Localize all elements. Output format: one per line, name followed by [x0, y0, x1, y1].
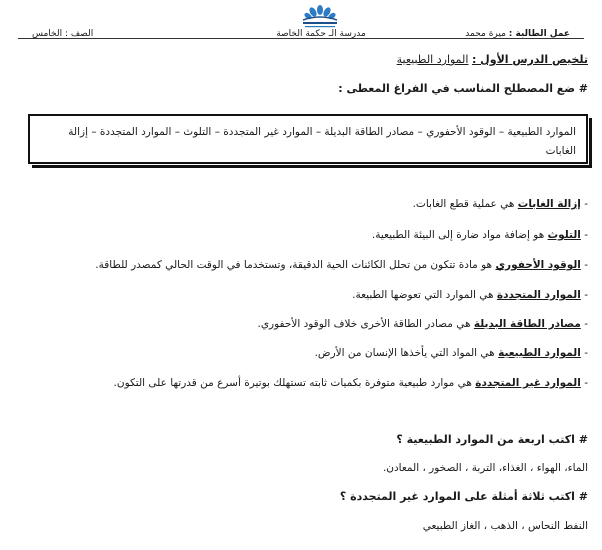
lesson-label: تلخيص الدرس الأول :: [471, 53, 588, 66]
answer-text: النفط النحاس ، الذهب ، الغاز الطبيعي: [422, 520, 588, 532]
definition-item: - التلوث هو إضافة مواد ضارة إلى البيئة الطبيعية.: [371, 229, 588, 241]
grade-label: الصف :: [64, 29, 94, 39]
question-heading: # اكتب ثلاثة أمثلة على الموارد غير المتجددة ؟: [339, 490, 588, 503]
school-logo-icon: [297, 4, 343, 30]
definition-item: - الموارد المتجددة هي الموارد التي تعوضها الطبيعة.: [352, 289, 588, 301]
header-divider: [18, 38, 584, 39]
definition-text: هي المواد التي يأخذها الإنسان من الأرض.: [314, 347, 495, 359]
student-name: ميرة محمد: [465, 29, 506, 39]
definition-text: هو إضافة مواد ضارة إلى البيئة الطبيعية.: [371, 229, 545, 241]
student-label: عمل الطالبة :: [508, 29, 570, 39]
instruction-heading: # ضع المصطلح المناسب في الفراغ المعطى :: [338, 82, 588, 95]
definition-item: - الوقود الأحفوري هو مادة تتكون من تحلل الكائنات الحية الدقيقة، وتستخدما في الوقت الحالي كمصدر للطاقة.: [95, 259, 588, 271]
definition-text: هي الموارد التي تعوضها الطبيعة.: [352, 289, 494, 301]
definition-text: هو مادة تتكون من تحلل الكائنات الحية الدقيقة، وتستخدما في الوقت الحالي كمصدر للطاقة.: [95, 259, 493, 271]
definition-term: مصادر الطاقة البديلة: [473, 318, 581, 330]
question-heading: # اكتب اربعة من الموارد الطبيعية ؟: [396, 433, 588, 446]
lesson-heading: [397, 53, 588, 66]
definition-item: - إزالة الغابات هي عملية قطع الغابات.: [412, 198, 588, 210]
header: [10, 4, 592, 42]
definition-term: إزالة الغابات: [517, 198, 581, 210]
definition-item: - الموارد غير المتجددة هي موارد طبيعية متوفرة بكميات ثابته تستهلك بوتيرة أسرع من قدرتها على التكون.: [113, 377, 588, 389]
grade-value: الخامس: [32, 29, 63, 39]
answer-text: الماء، الهواء ، الغذاء، التربة ، الصخور ، المعادن.: [382, 462, 588, 474]
definition-term: الموارد غير المتجددة: [475, 377, 581, 389]
school-name: مدرسة الـ حكمة الخاصة: [276, 29, 366, 39]
definition-text: هي موارد طبيعية متوفرة بكميات ثابته تستهلك بوتيرة أسرع من قدرتها على التكون.: [113, 377, 472, 389]
definition-text: هي عملية قطع الغابات.: [412, 198, 515, 210]
lesson-title: الموارد الطبيعية: [396, 53, 469, 66]
word-bank-box: الموارد الطبيعية – الوقود الأحفوري – مصادر الطاقة البديلة – الموارد غير المتجددة – التلوث – الموارد المتجددة – إزالة الغابات: [28, 114, 588, 164]
definition-text: هي مصادر الطاقة الأخرى خلاف الوقود الأحفوري.: [257, 318, 471, 330]
definition-term: الوقود الأحفوري: [495, 259, 581, 271]
definition-item: - الموارد الطبيعية هي المواد التي يأخذها الإنسان من الأرض.: [314, 347, 588, 359]
definition-term: الموارد الطبيعية: [498, 347, 581, 359]
definition-item: - مصادر الطاقة البديلة هي مصادر الطاقة الأخرى خلاف الوقود الأحفوري.: [257, 318, 588, 330]
definition-term: الموارد المتجددة: [496, 289, 581, 301]
definition-term: التلوث: [547, 229, 581, 241]
